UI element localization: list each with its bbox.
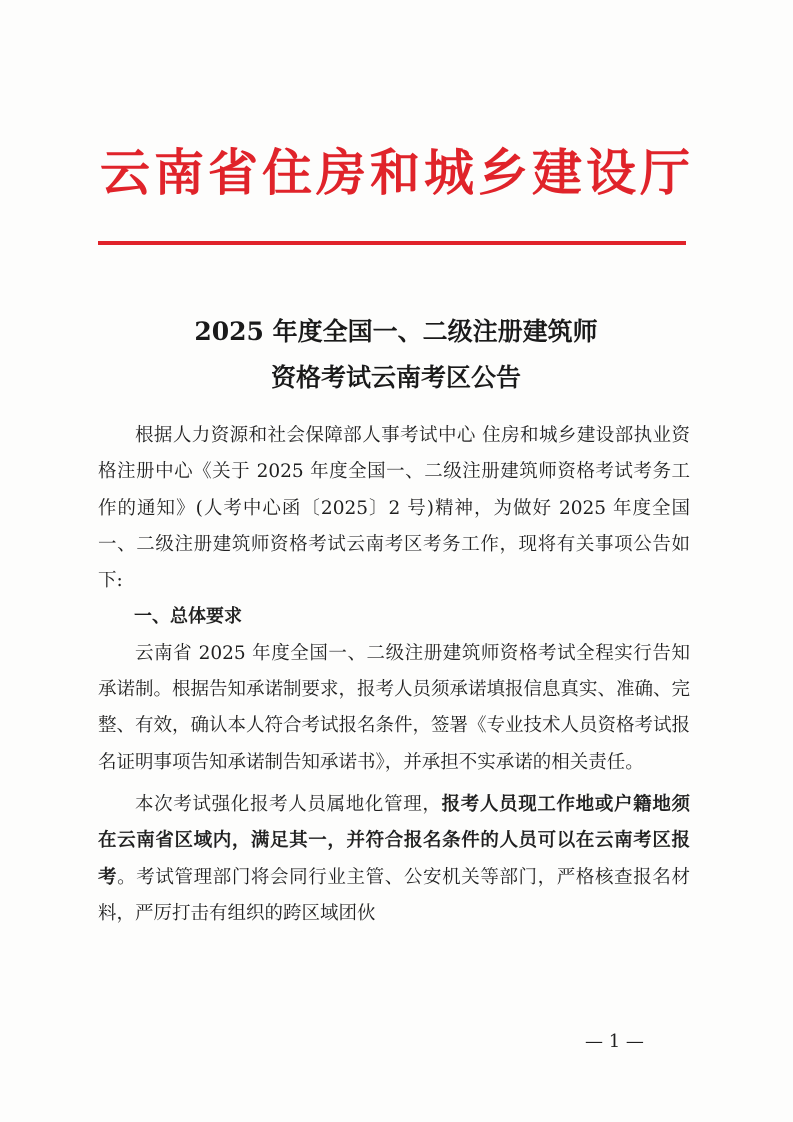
title-line-2: 资格考试云南考区公告 [270,363,521,392]
section-1-heading: 一、总体要求 [134,606,242,628]
issuing-organization-header: 云南省住房和城乡建设厅 [100,143,694,202]
intro-paragraph: 根据人力资源和社会保障部人事考试中心 住房和城乡建设部执业资格注册中心《关于 2025 年度全国一、二级注册建筑师资格考试考务工作的通知》(人考中心函〔2025〕2 号)精神，为做好 2025 年度全国一、二级注册建筑师资格考试云南考区考务工作，现将有关事项公告如下: [98,425,690,592]
residency-text-start: 本次考试强化报考人员属地化管理， [135,793,442,815]
announcement-title [96,309,696,401]
page-number: — 1 — [585,1031,644,1052]
announcement-body [98,418,690,932]
residency-emphasis: 报考人员现工作地或户籍地须在云南省区域内，满足其一，并符合报名条件的人员可以在云南考区报考 [98,793,690,888]
residency-text-end: 。考试管理部门将会同行业主管、公安机关等部门，严格核查报名材料，严厉打击有组织的跨区域团伙 [98,866,690,924]
residency-paragraph [98,787,690,932]
requirements-paragraph: 云南省 2025 年度全国一、二级注册建筑师资格考试全程实行告知承诺制。根据告知承诺制要求，报考人员须承诺填报信息真实、准确、完整、有效，确认本人符合考试报名条件，签署《专业技术人员资格考试报名证明事项告知承诺制告知承诺书》，并承担不实承诺的相关责任。 [98,642,691,773]
title-line-1: 2025 年度全国一、二级注册建筑师 [194,317,598,346]
header-red-rule [98,241,686,245]
